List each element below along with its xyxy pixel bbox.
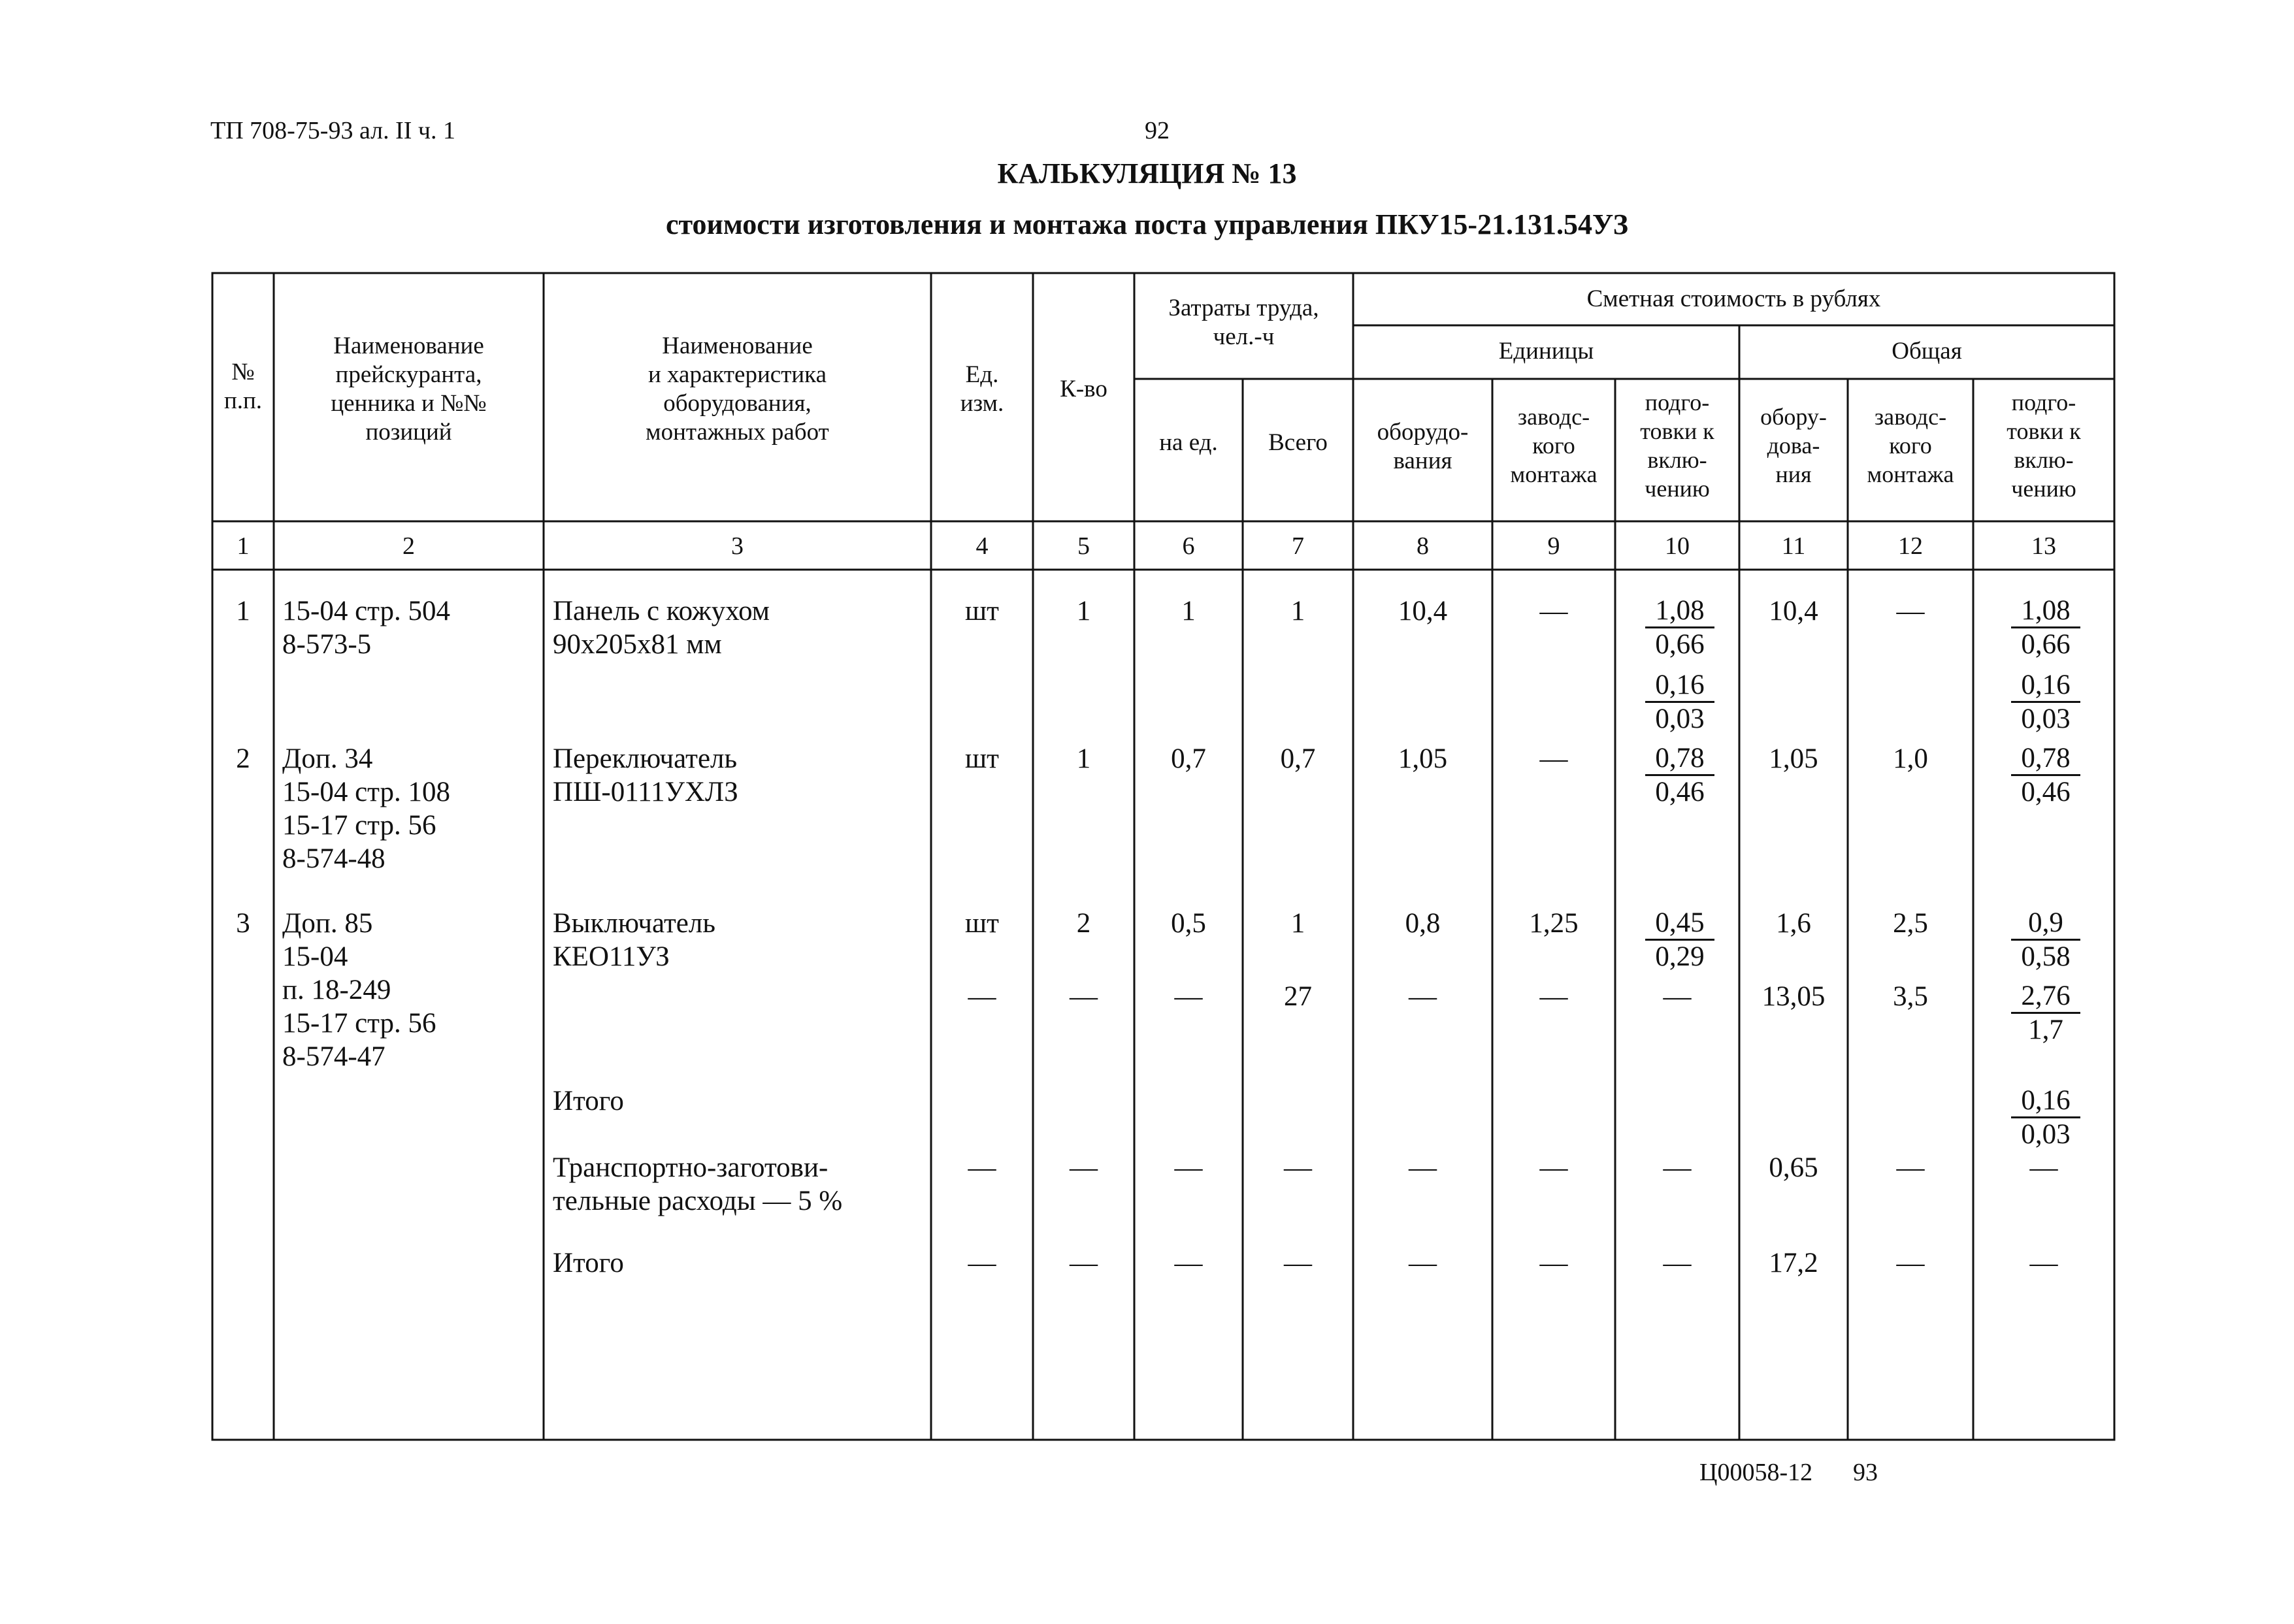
- row-1-factory-total: —: [1896, 596, 1925, 626]
- col-header-item: Наименование и характеристика оборудования, монтажных работ: [646, 333, 829, 446]
- col-header-factory: заводс- кого монтажа: [1510, 404, 1598, 487]
- col-number: 13: [2031, 532, 2056, 560]
- itogo-2-factory: —: [1539, 1248, 1568, 1278]
- row-1-pricelist: 15-04 стр. 504 8-573-5: [282, 596, 450, 660]
- row-3-equipment: 0,8: [1405, 908, 1441, 939]
- col-number: 1: [237, 532, 250, 560]
- col-header-unit-cost: Единицы: [1498, 338, 1594, 365]
- row-2-prep-total-fraction: [2011, 742, 2080, 808]
- row-3-prep-fraction: [1645, 907, 1714, 973]
- itogo-2-equipment: —: [1409, 1248, 1437, 1278]
- row-3-prep-total-fraction: [2011, 907, 2080, 973]
- col-header-prep: подго- товки к вклю- чению: [1640, 389, 1714, 502]
- row-1-equipment: 10,4: [1398, 596, 1448, 626]
- numerator: 0,78: [2011, 742, 2080, 776]
- col-number: 3: [731, 532, 744, 560]
- transport-equipment: —: [1409, 1152, 1437, 1183]
- col-number: 11: [1781, 532, 1806, 560]
- page-title: КАЛЬКУЛЯЦИЯ № 13: [997, 157, 1297, 189]
- numerator: 1,08: [1645, 594, 1714, 628]
- row-1-item: Панель с кожухом 90х205х81 мм: [553, 596, 770, 660]
- subtotal-qty: —: [1070, 981, 1098, 1012]
- row-2-labor-unit: 0,7: [1171, 743, 1206, 774]
- col-header-factory-total: заводс- кого монтажа: [1867, 404, 1954, 487]
- col-number: 4: [975, 532, 989, 560]
- footer-page-number: 93: [1853, 1459, 1878, 1486]
- row-1-prep-total-fraction: [2011, 669, 2080, 735]
- row-2-equipment-total: 1,05: [1769, 743, 1818, 774]
- col-number: 7: [1292, 532, 1304, 560]
- transport-factory-total: —: [1896, 1152, 1925, 1183]
- row-2-unit: шт: [965, 743, 999, 774]
- row-1-prep-total-fraction: [2011, 594, 2080, 660]
- itogo-2-factory-total: —: [1896, 1248, 1925, 1278]
- row-2-pricelist: Доп. 34 15-04 стр. 108 15-17 стр. 56 8-574-48: [282, 743, 450, 874]
- subtotal-labor-total: 27: [1284, 981, 1312, 1012]
- col-number: 6: [1182, 532, 1195, 560]
- row-2-factory: —: [1539, 743, 1568, 774]
- itogo-1-label: Итого: [553, 1086, 624, 1116]
- row-3-factory-total: 2,5: [1893, 908, 1928, 939]
- itogo-2-unit: —: [968, 1248, 996, 1278]
- col-number: 8: [1417, 532, 1429, 560]
- col-number: 12: [1898, 532, 1923, 560]
- col-header-cost: Сметная стоимость в рублях: [1586, 285, 1881, 312]
- row-3-item: Выключатель КЕО11УЗ: [553, 908, 715, 972]
- col-header-labor-unit: на ед.: [1159, 429, 1218, 456]
- page-subtitle: стоимости изготовления и монтажа поста управления ПКУ15-21.131.54УЗ: [665, 208, 1628, 240]
- denominator: 1,7: [2028, 1015, 2063, 1045]
- col-header-unit: Ед. изм.: [960, 361, 1004, 417]
- transport-factory: —: [1539, 1152, 1568, 1183]
- denominator: 0,66: [1655, 629, 1705, 660]
- transport-label: Транспортно-заготови- тельные расходы — 5 %: [553, 1152, 843, 1216]
- document-code: ТП 708-75-93 ал. II ч. 1: [210, 117, 456, 144]
- row-1-labor-total: 1: [1290, 596, 1305, 626]
- col-header-equipment-total: обору- дова- ния: [1760, 404, 1827, 487]
- col-header-pricelist: Наименование прейскуранта, ценника и №№ позиций: [331, 333, 487, 446]
- page-number: 92: [1145, 117, 1170, 144]
- subtotal-labor-unit: —: [1174, 981, 1203, 1012]
- transport-labor-unit: —: [1174, 1152, 1203, 1183]
- itogo-2-labor-total: —: [1284, 1248, 1312, 1278]
- itogo-2-labor-unit: —: [1174, 1248, 1203, 1278]
- row-2-qty: 1: [1076, 743, 1091, 774]
- transport-qty: —: [1070, 1152, 1098, 1183]
- row-1-equipment-total: 10,4: [1769, 596, 1818, 626]
- subtotal-factory-total: 3,5: [1893, 981, 1928, 1012]
- itogo-1-prep-total-fraction: [2011, 1084, 2080, 1150]
- row-1-factory: —: [1539, 596, 1568, 626]
- numerator: 0,16: [1645, 669, 1714, 703]
- row-3-labor-unit: 0,5: [1171, 908, 1206, 939]
- denominator: 0,58: [2021, 941, 2071, 972]
- col-header-prep-total: подго- товки к вклю- чению: [2007, 389, 2081, 502]
- footer-code: Ц00058-12: [1699, 1459, 1813, 1486]
- denominator: 0,46: [1655, 777, 1705, 807]
- numerator: 1,08: [2011, 594, 2080, 628]
- denominator: 0,46: [2021, 777, 2071, 807]
- row-2-item: Переключатель ПШ-0111УХЛЗ: [553, 743, 738, 807]
- subtotal-equipment-total: 13,05: [1761, 981, 1826, 1012]
- row-3-pricelist: Доп. 85 15-04 п. 18-249 15-17 стр. 56 8-574-47: [282, 908, 436, 1072]
- subtotal-unit: —: [968, 981, 996, 1012]
- numerator: 0,78: [1645, 742, 1714, 776]
- itogo-2-qty: —: [1070, 1248, 1098, 1278]
- itogo-2-label: Итого: [553, 1248, 624, 1278]
- subtotal-equipment: —: [1409, 981, 1437, 1012]
- row-3-factory: 1,25: [1529, 908, 1579, 939]
- subtotal-factory: —: [1539, 981, 1568, 1012]
- transport-labor-total: —: [1284, 1152, 1312, 1183]
- col-number: 5: [1077, 532, 1090, 560]
- denominator: 0,03: [1655, 704, 1705, 734]
- transport-equipment-total: 0,65: [1769, 1152, 1818, 1183]
- row-2-prep-fraction: [1645, 742, 1714, 808]
- row-3-labor-total: 1: [1290, 908, 1305, 939]
- itogo-2-equipment-total: 17,2: [1769, 1248, 1818, 1278]
- numerator: 0,45: [1645, 907, 1714, 941]
- col-number: 9: [1547, 532, 1560, 560]
- subtotal-prep-total-fraction: [2011, 980, 2080, 1046]
- numerator: 0,16: [2011, 1084, 2080, 1118]
- row-2-labor-total: 0,7: [1280, 743, 1316, 774]
- denominator: 0,29: [1655, 941, 1705, 972]
- col-header-no: № п.п.: [223, 359, 263, 414]
- denominator: 0,66: [2021, 629, 2071, 660]
- row-2-equipment: 1,05: [1398, 743, 1448, 774]
- col-header-total-cost: Общая: [1892, 338, 1962, 365]
- row-2-factory-total: 1,0: [1893, 743, 1928, 774]
- col-header-labor-total: Всего: [1268, 429, 1328, 456]
- denominator: 0,03: [2021, 1119, 2071, 1150]
- row-1-qty: 1: [1076, 596, 1091, 626]
- numerator: 2,76: [2011, 980, 2080, 1014]
- transport-unit: —: [968, 1152, 996, 1183]
- row-1-no: 1: [236, 596, 250, 626]
- transport-prep: —: [1663, 1152, 1692, 1183]
- row-3-no: 3: [236, 908, 250, 939]
- col-header-equipment: оборудо- вания: [1377, 419, 1469, 474]
- denominator: 0,03: [2021, 704, 2071, 734]
- row-3-qty: 2: [1076, 908, 1091, 939]
- row-2-no: 2: [236, 743, 250, 774]
- subtotal-prep: —: [1663, 981, 1692, 1012]
- row-1-prep-fraction: [1645, 594, 1714, 660]
- row-1-labor-unit: 1: [1181, 596, 1196, 626]
- col-header-qty: К-во: [1060, 376, 1107, 402]
- row-1-unit: шт: [965, 596, 999, 626]
- transport-prep-total: —: [2029, 1152, 2058, 1183]
- col-header-labor: Затраты труда, чел.-ч: [1168, 295, 1319, 350]
- row-3-equipment-total: 1,6: [1776, 908, 1811, 939]
- numerator: 0,9: [2011, 907, 2080, 941]
- row-3-unit: шт: [965, 908, 999, 939]
- itogo-2-prep-total: —: [2029, 1248, 2058, 1278]
- col-number: 10: [1665, 532, 1690, 560]
- row-1-prep-fraction: [1645, 669, 1714, 735]
- col-number: 2: [402, 532, 415, 560]
- itogo-2-prep: —: [1663, 1248, 1692, 1278]
- numerator: 0,16: [2011, 669, 2080, 703]
